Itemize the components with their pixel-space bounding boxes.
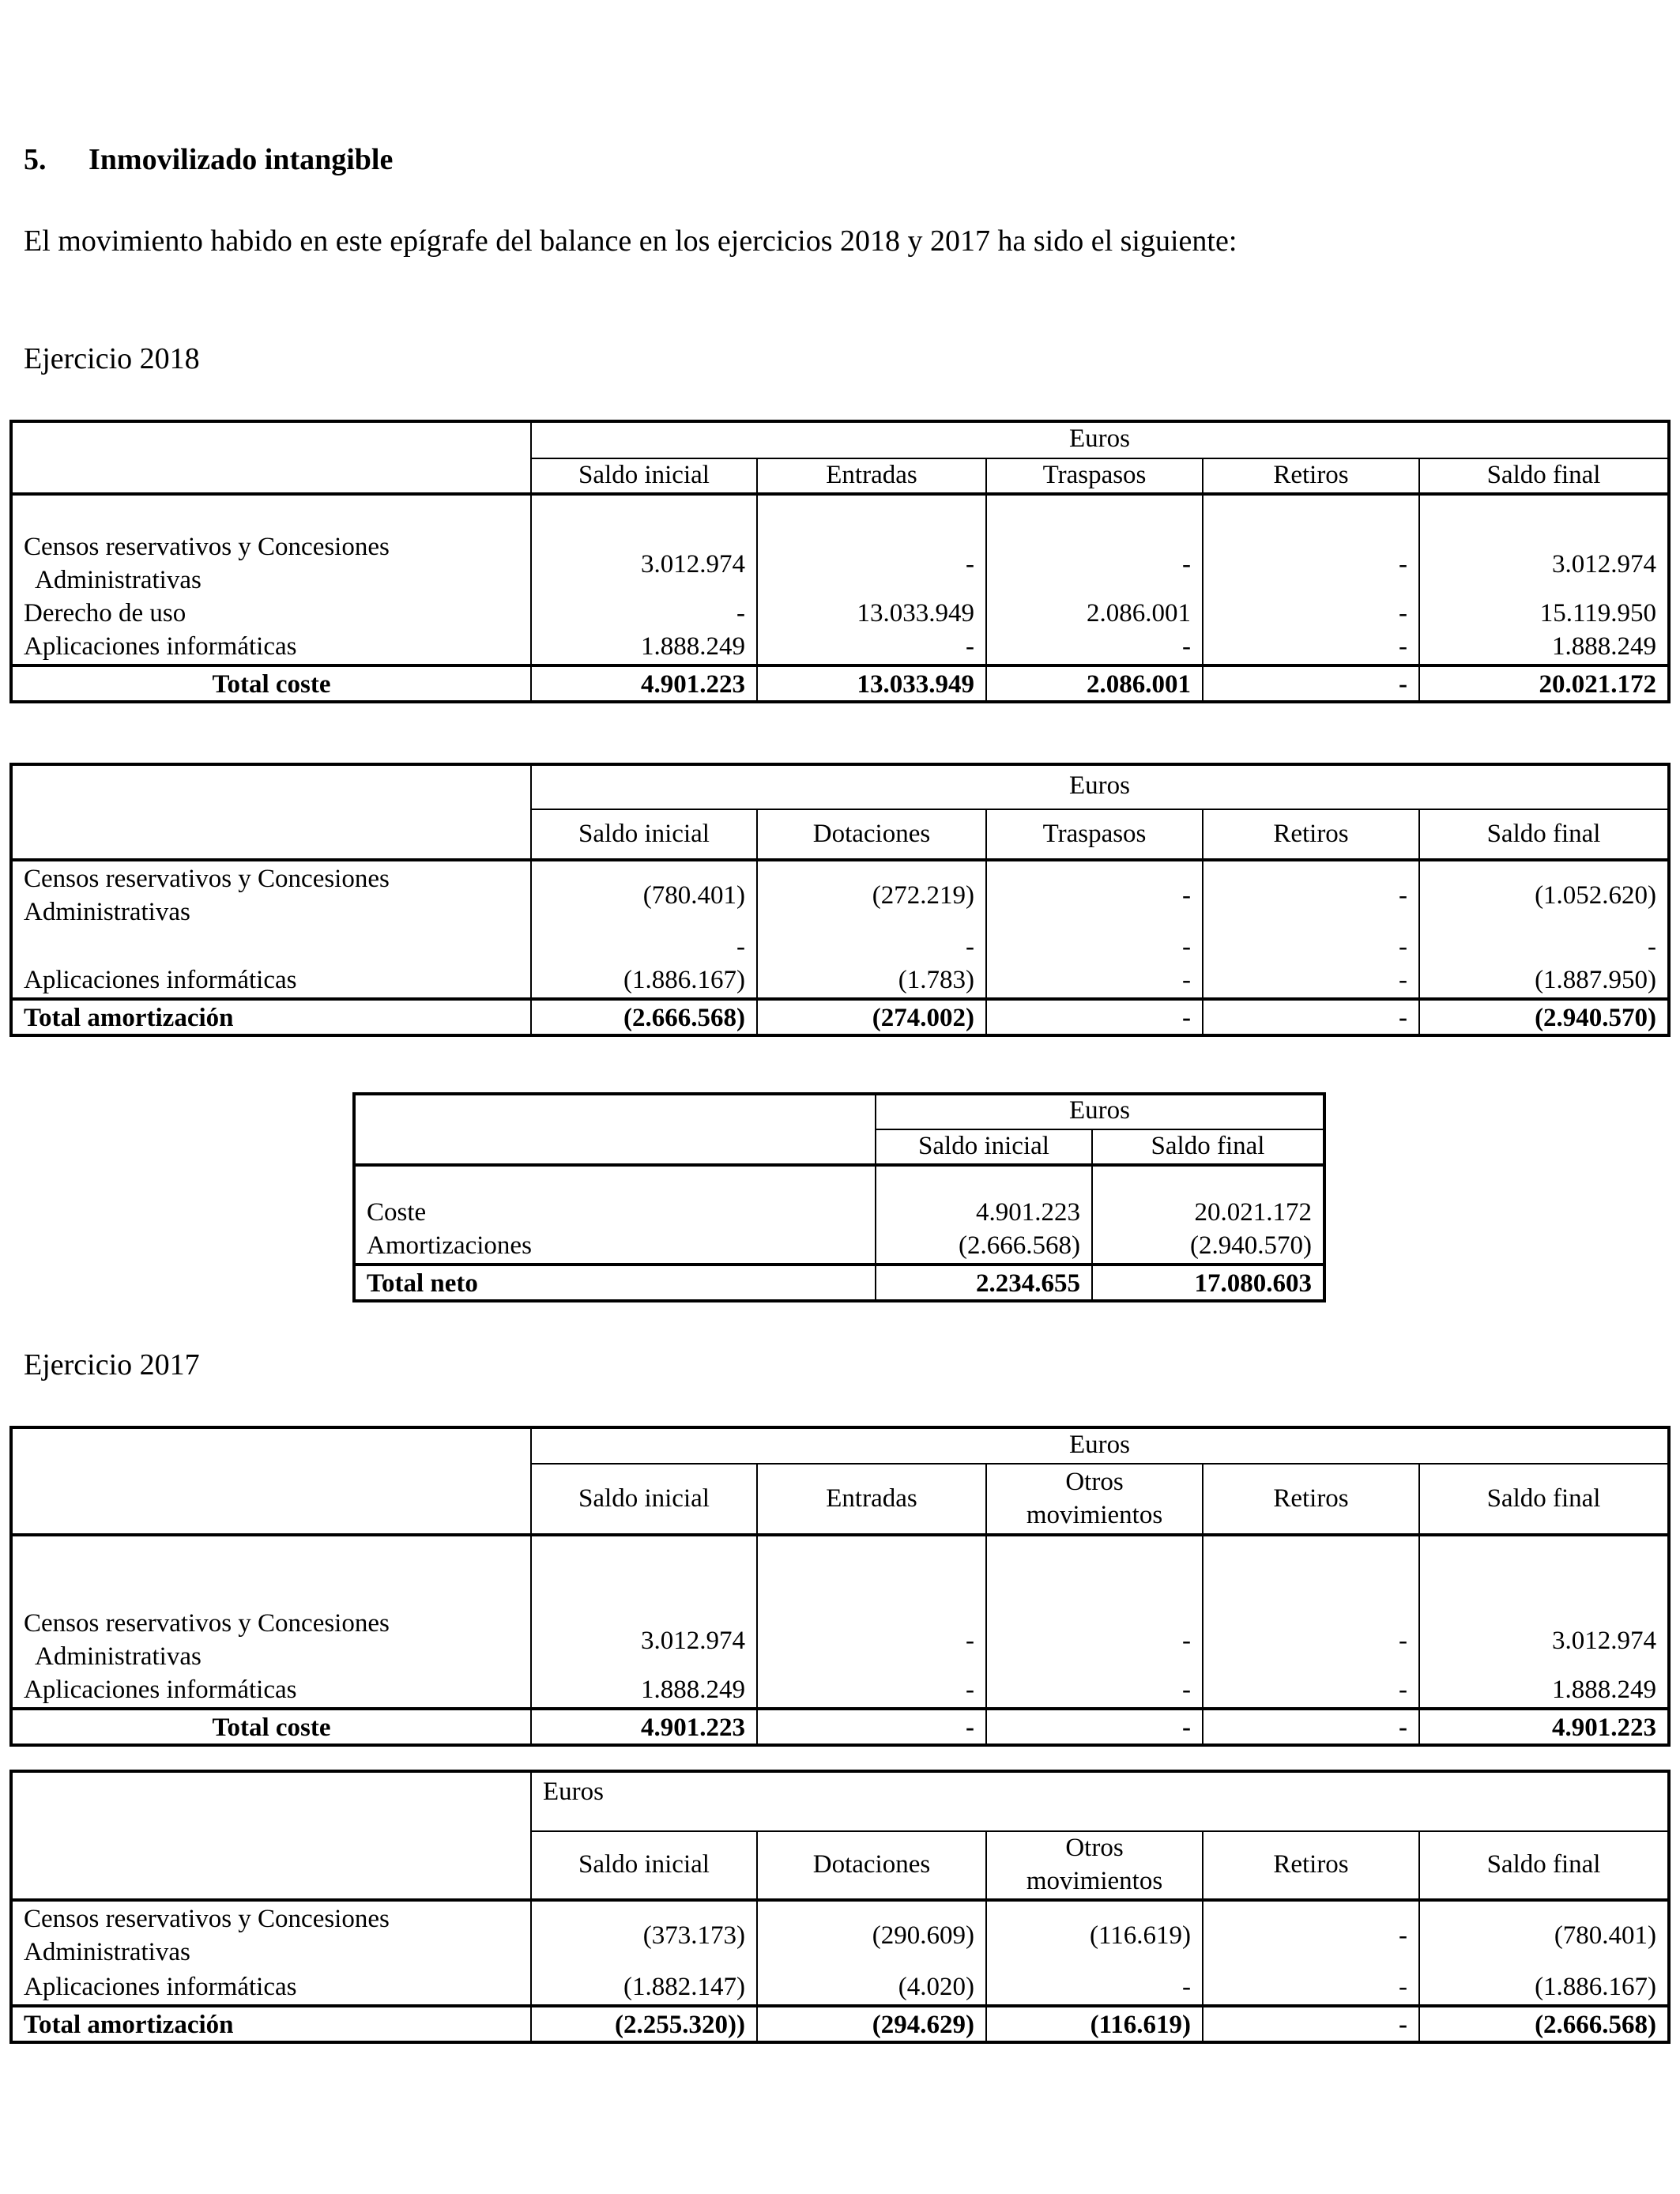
cell-value: - <box>757 631 986 665</box>
header-blank <box>12 764 531 860</box>
table-row <box>12 1535 1668 1674</box>
total-value: - <box>1203 2006 1419 2042</box>
cell-value: (1.783) <box>757 964 986 999</box>
col-header: Traspasos <box>986 458 1203 494</box>
cell-value: - <box>986 1971 1203 2006</box>
header-blank <box>12 421 531 494</box>
cell-value: - <box>1203 631 1419 665</box>
cell-value: - <box>757 494 986 598</box>
total-value: 4.901.223 <box>1419 1709 1668 1745</box>
col-header <box>986 1831 1203 1900</box>
row-label <box>12 860 531 931</box>
col-header: Traspasos <box>986 809 1203 860</box>
cell-value: (4.020) <box>757 1971 986 2006</box>
subheading-ejercicio-2018: Ejercicio 2018 <box>24 342 200 375</box>
header-blank <box>355 1094 876 1165</box>
cell-value: (780.401) <box>531 860 757 931</box>
cell-value: - <box>531 598 757 631</box>
col-header: Entradas <box>757 1464 986 1535</box>
cell-value: 2.086.001 <box>986 598 1203 631</box>
row-label: Aplicaciones informáticas <box>12 631 531 665</box>
section-number: 5. <box>24 143 47 176</box>
col-header: Saldo inicial <box>531 1464 757 1535</box>
subheading-ejercicio-2017: Ejercicio 2017 <box>24 1348 200 1382</box>
row-label-line: Administrativas <box>24 1937 190 1966</box>
col-header: Saldo final <box>1092 1129 1324 1165</box>
col-header: Retiros <box>1203 1464 1419 1535</box>
col-header: Saldo inicial <box>531 809 757 860</box>
col-header: Saldo final <box>1419 809 1668 860</box>
cell-value: (1.887.950) <box>1419 964 1668 999</box>
header-euros: Euros <box>531 1427 1668 1464</box>
col-header-line: movimientos <box>1026 1500 1163 1529</box>
cell-value: - <box>1203 1971 1419 2006</box>
col-header <box>986 1464 1203 1535</box>
row-label: Derecho de uso <box>12 598 531 631</box>
cell-value: - <box>1203 598 1419 631</box>
col-header: Saldo inicial <box>531 458 757 494</box>
total-value: 20.021.172 <box>1419 665 1668 702</box>
row-label: Aplicaciones informáticas <box>12 1674 531 1709</box>
cell-value: - <box>986 631 1203 665</box>
row-label-line: Censos reservativos y Concesiones <box>24 533 390 562</box>
table-row <box>12 860 1668 931</box>
header-blank <box>12 1771 531 1900</box>
total-label: Total amortización <box>12 2006 531 2042</box>
cell-value: 1.888.249 <box>1419 1674 1668 1709</box>
col-header: Dotaciones <box>757 1831 986 1900</box>
total-value: (294.629) <box>757 2006 986 2042</box>
table-row <box>355 1230 1324 1265</box>
total-row <box>12 665 1668 702</box>
total-value: - <box>986 1709 1203 1745</box>
total-value: 4.901.223 <box>531 665 757 702</box>
col-header-line: Otros <box>1065 1834 1124 1862</box>
cell-value: 3.012.974 <box>1419 1535 1668 1674</box>
table-amortization-2018 <box>11 764 1669 1035</box>
total-value: (2.255.320)) <box>531 2006 757 2042</box>
row-label: Aplicaciones informáticas <box>12 964 531 999</box>
total-value: - <box>1203 1709 1419 1745</box>
cell-value: - <box>1203 1900 1419 1971</box>
table-row <box>12 494 1668 598</box>
total-value: 2.234.655 <box>876 1265 1092 1301</box>
col-header: Entradas <box>757 458 986 494</box>
row-label <box>12 494 531 598</box>
table-row <box>12 931 1668 964</box>
table-net-2018 <box>354 1094 1324 1301</box>
total-value: 17.080.603 <box>1092 1265 1324 1301</box>
col-header: Retiros <box>1203 1831 1419 1900</box>
total-value: (274.002) <box>757 999 986 1035</box>
cell-value: 4.901.223 <box>876 1165 1092 1230</box>
col-header: Saldo final <box>1419 1464 1668 1535</box>
cell-value: - <box>1203 860 1419 931</box>
cell-value: - <box>531 931 757 964</box>
row-label-line: Administrativas <box>35 1642 202 1672</box>
table-row <box>12 631 1668 665</box>
cell-value: 3.012.974 <box>531 494 757 598</box>
total-value: - <box>1203 665 1419 702</box>
cell-value: - <box>986 1674 1203 1709</box>
total-row <box>12 1709 1668 1745</box>
row-label-line: Administrativas <box>35 566 202 595</box>
cell-value: - <box>757 1535 986 1674</box>
header-euros: Euros <box>876 1094 1324 1129</box>
table-cost-2018 <box>11 421 1669 702</box>
row-label-line: Censos reservativos y Concesiones <box>24 865 390 894</box>
cell-value: - <box>1419 931 1668 964</box>
col-header: Saldo inicial <box>531 1831 757 1900</box>
total-label: Total amortización <box>12 999 531 1035</box>
col-header-line: movimientos <box>1026 1866 1163 1895</box>
cell-value: - <box>986 1535 1203 1674</box>
total-value: (116.619) <box>986 2006 1203 2042</box>
cell-value: 3.012.974 <box>1419 494 1668 598</box>
cell-value: (2.940.570) <box>1092 1230 1324 1265</box>
col-header: Retiros <box>1203 809 1419 860</box>
row-label-line: Censos reservativos y Concesiones <box>24 1609 390 1638</box>
total-value: (2.666.568) <box>531 999 757 1035</box>
col-header: Saldo final <box>1419 458 1668 494</box>
row-label: Aplicaciones informáticas <box>12 1971 531 2006</box>
row-label <box>12 931 531 964</box>
intro-paragraph: El movimiento habido en este epígrafe del balance en los ejercicios 2018 y 2017 ha sido el siguiente: <box>24 224 1237 258</box>
col-header: Saldo inicial <box>876 1129 1092 1165</box>
row-label: Coste <box>355 1165 876 1230</box>
cell-value: - <box>757 1674 986 1709</box>
cell-value: - <box>1203 494 1419 598</box>
table-row <box>12 598 1668 631</box>
cell-value: - <box>986 860 1203 931</box>
total-row <box>12 999 1668 1035</box>
cell-value: - <box>986 494 1203 598</box>
cell-value: (272.219) <box>757 860 986 931</box>
table-amortization-2017 <box>11 1771 1669 2042</box>
cell-value: 1.888.249 <box>531 631 757 665</box>
total-value: - <box>757 1709 986 1745</box>
total-value: 4.901.223 <box>531 1709 757 1745</box>
header-euros: Euros <box>531 421 1668 458</box>
total-value: (2.940.570) <box>1419 999 1668 1035</box>
col-header: Saldo final <box>1419 1831 1668 1900</box>
row-label-line: Censos reservativos y Concesiones <box>24 1904 390 1933</box>
cell-value: 13.033.949 <box>757 598 986 631</box>
header-euros: Euros <box>531 1771 1668 1831</box>
table-cost-2017 <box>11 1427 1669 1745</box>
total-value: 13.033.949 <box>757 665 986 702</box>
cell-value: (1.886.167) <box>1419 1971 1668 2006</box>
total-row <box>12 2006 1668 2042</box>
total-label: Total coste <box>12 1709 531 1745</box>
total-value: 2.086.001 <box>986 665 1203 702</box>
col-header: Dotaciones <box>757 809 986 860</box>
total-label: Total neto <box>355 1265 876 1301</box>
col-header: Retiros <box>1203 458 1419 494</box>
cell-value: - <box>986 964 1203 999</box>
cell-value: (1.886.167) <box>531 964 757 999</box>
row-label <box>12 1900 531 1971</box>
table-row <box>12 1900 1668 1971</box>
total-value: - <box>986 999 1203 1035</box>
cell-value: (780.401) <box>1419 1900 1668 1971</box>
total-value: - <box>1203 999 1419 1035</box>
total-value: (2.666.568) <box>1419 2006 1668 2042</box>
table-row <box>355 1165 1324 1230</box>
cell-value: (373.173) <box>531 1900 757 1971</box>
table-row <box>12 1674 1668 1709</box>
table-row <box>12 1971 1668 2006</box>
cell-value: (1.882.147) <box>531 1971 757 2006</box>
section-heading <box>24 142 393 177</box>
cell-value: - <box>1203 1535 1419 1674</box>
cell-value: - <box>986 931 1203 964</box>
cell-value: 15.119.950 <box>1419 598 1668 631</box>
total-label: Total coste <box>12 665 531 702</box>
row-label-line: Administrativas <box>24 898 190 926</box>
cell-value: - <box>757 931 986 964</box>
header-euros: Euros <box>531 764 1668 809</box>
cell-value: 3.012.974 <box>531 1535 757 1674</box>
cell-value: (290.609) <box>757 1900 986 1971</box>
cell-value: - <box>1203 1674 1419 1709</box>
row-label: Amortizaciones <box>355 1230 876 1265</box>
total-row <box>355 1265 1324 1301</box>
cell-value: 1.888.249 <box>531 1674 757 1709</box>
cell-value: (2.666.568) <box>876 1230 1092 1265</box>
cell-value: - <box>1203 964 1419 999</box>
cell-value: (1.052.620) <box>1419 860 1668 931</box>
cell-value: (116.619) <box>986 1900 1203 1971</box>
section-title: Inmovilizado intangible <box>89 143 394 176</box>
header-blank <box>12 1427 531 1535</box>
table-row <box>12 964 1668 999</box>
row-label <box>12 1535 531 1674</box>
col-header-line: Otros <box>1065 1467 1124 1496</box>
cell-value: 20.021.172 <box>1092 1165 1324 1230</box>
cell-value: 1.888.249 <box>1419 631 1668 665</box>
cell-value: - <box>1203 931 1419 964</box>
